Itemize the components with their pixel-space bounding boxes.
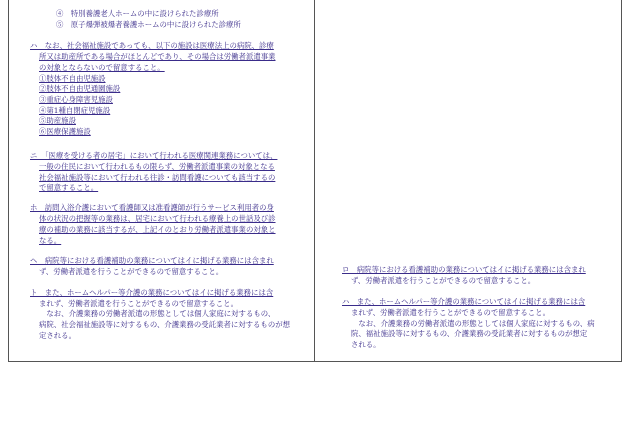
section-ha-right-line: なお、介護業務の労働者派遣の形態としては個人家庭に対するもの、病 [351, 319, 595, 328]
section-ni-line: 一般の住民において行われるもの限らず、労働者派遣事業の対象となる [39, 162, 275, 171]
section-ha-right-line: 院、福祉施設等に対するもの、介護業務の受託業者に対するものが想定 [351, 329, 588, 338]
section-ha-right-line: まれず、労働者派遣を行うことができるので留意すること。 [351, 308, 550, 317]
facility-item: ①肢体不自由児施設 [39, 74, 106, 83]
section-to-line: ト また、ホームヘルパー等介護の業務についてはイに掲げる業務には含 [30, 288, 274, 297]
section-ho-line: 療の補助の業務に該当するが、上記イのとおり労働者派遣事業の対象と [39, 225, 276, 234]
section-ha-line: の対象とならないので留意すること。 [39, 63, 165, 72]
facility-item: ④第1種自閉症児施設 [39, 106, 111, 115]
section-ha-line: ハ なお、社会福祉施設であっても、以下の施設は医療法上の病院、診療 [30, 41, 274, 50]
section-ha-right-line: ハ また、ホームヘルパー等介護の業務についてはイに掲げる業務には含 [342, 297, 586, 306]
section-ho-line: なる。 [39, 236, 62, 245]
section-ho-line: ホ 訪問入浴介護において看護師又は准看護師が行うサービス利用者の身 [30, 203, 274, 212]
section-ho-line: 体の状況の把握等の業務は、居宅において行われる療養上の世話及び診 [39, 214, 276, 223]
facility-item: ⑥医療保護施設 [39, 127, 91, 136]
section-ni-line: ニ 「医療を受ける者の居宅」において行われる医療関連業務については、 [30, 151, 278, 160]
section-to-line: まれず、労働者派遣を行うことができるので留意すること。 [39, 299, 238, 308]
section-ha-right-line: される。 [351, 340, 381, 349]
section-ni-line: で留意すること。 [39, 183, 99, 192]
section-to-line: 定される。 [39, 331, 76, 340]
facility-item: ③重症心身障害児施設 [39, 95, 113, 104]
facility-item: ②肢体不自由児通園施設 [39, 84, 121, 93]
facility-item: ⑤助産施設 [39, 116, 76, 125]
section-he-line: ヘ 病院等における看護補助の業務についてはイに掲げる業務には含まれ [30, 256, 274, 265]
section-ha-line: 所又は助産所である場合がほとんどであり、その場合は労働者派遣事業 [39, 52, 276, 61]
section-to-line: 病院、社会福祉施設等に対するもの、介護業務の受託業者に対するものが想 [39, 320, 290, 329]
section-ro-line: ず、労働者派遣を行うことができるので留意すること。 [351, 276, 536, 285]
section-he-line: ず、労働者派遣を行うことができるので留意すること。 [39, 267, 224, 276]
section-ro-line: ロ 病院等における看護補助の業務についてはイに掲げる業務には含まれ [342, 265, 586, 274]
list-item: ⑤ 原子爆弾被爆者養護ホームの中に設けられた診療所 [56, 20, 241, 29]
section-ni-line: 社会福祉施設等において行われる往診・訪問看護についても該当するの [39, 173, 276, 182]
section-to-line: なお、介護業務の労働者派遣の形態としては個人家庭に対するもの、 [39, 309, 276, 318]
list-item: ④ 特別養護老人ホームの中に設けられた診療所 [56, 9, 219, 18]
column-divider [314, 0, 315, 361]
